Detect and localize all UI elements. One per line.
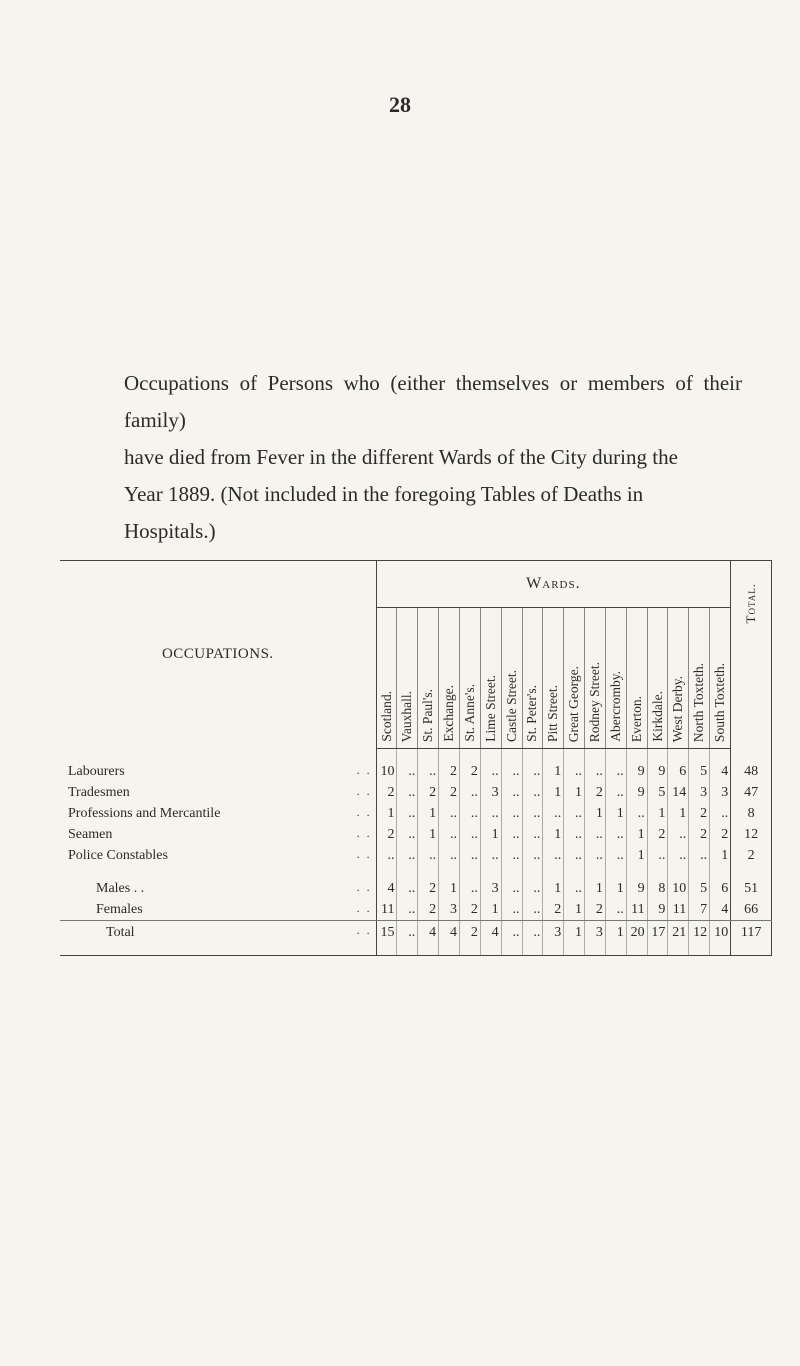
spacer-cell bbox=[376, 866, 397, 878]
spacer-cell bbox=[397, 866, 418, 878]
ward-cell: 1 bbox=[480, 899, 501, 921]
ward-cell: 3 bbox=[710, 782, 731, 803]
ward-cell: 11 bbox=[626, 899, 647, 921]
ward-name: Exchange. bbox=[441, 685, 457, 742]
ward-cell: .. bbox=[397, 899, 418, 921]
ward-cell: 4 bbox=[710, 761, 731, 782]
ward-cell: 1 bbox=[668, 803, 689, 824]
ward-cell: 1 bbox=[626, 845, 647, 866]
leader-dots: . . bbox=[356, 763, 372, 777]
ward-cell: 1 bbox=[543, 782, 564, 803]
spacer-cell bbox=[626, 749, 647, 762]
page-number: 28 bbox=[389, 92, 411, 117]
ward-cell: .. bbox=[376, 845, 397, 866]
ward-cell: 11 bbox=[668, 899, 689, 921]
ward-name: St. Paul's. bbox=[420, 688, 436, 742]
ward-cell: 10 bbox=[376, 761, 397, 782]
row-label-text: Labourers bbox=[68, 764, 129, 779]
ward-cell: 1 bbox=[418, 824, 439, 845]
ward-cell: 3 bbox=[689, 782, 710, 803]
spacer-cell bbox=[501, 866, 522, 878]
spacer-cell bbox=[522, 866, 543, 878]
spacer-row bbox=[60, 866, 772, 878]
spacer-cell bbox=[585, 749, 606, 762]
ward-cell: .. bbox=[647, 845, 668, 866]
ward-cell: .. bbox=[522, 824, 543, 845]
ward-cell: 4 bbox=[480, 921, 501, 956]
spacer-row bbox=[60, 749, 772, 762]
ward-cell: .. bbox=[564, 845, 585, 866]
ward-cell: .. bbox=[626, 803, 647, 824]
spacer-cell bbox=[418, 866, 439, 878]
spacer-cell bbox=[668, 749, 689, 762]
ward-cell: .. bbox=[459, 824, 480, 845]
ward-cell: .. bbox=[543, 845, 564, 866]
ward-name: Kirkdale. bbox=[649, 691, 665, 742]
ward-cell: .. bbox=[501, 878, 522, 899]
ward-cell: .. bbox=[585, 824, 606, 845]
row-label bbox=[60, 845, 376, 866]
ward-cell: .. bbox=[397, 921, 418, 956]
spacer-cell bbox=[689, 866, 710, 878]
ward-cell: 4 bbox=[376, 878, 397, 899]
ward-cell: 1 bbox=[543, 878, 564, 899]
ward-cell: .. bbox=[585, 845, 606, 866]
ward-cell: .. bbox=[480, 761, 501, 782]
ward-cell: 5 bbox=[689, 878, 710, 899]
spacer-cell bbox=[418, 749, 439, 762]
ward-cell: 2 bbox=[459, 899, 480, 921]
total-header bbox=[731, 561, 772, 749]
spacer-cell bbox=[647, 866, 668, 878]
row-total: 117 bbox=[731, 921, 772, 956]
ward-cell: 9 bbox=[626, 878, 647, 899]
ward-cell: .. bbox=[501, 845, 522, 866]
ward-header bbox=[501, 608, 522, 749]
ward-cell: .. bbox=[522, 899, 543, 921]
ward-cell: 1 bbox=[626, 824, 647, 845]
ward-cell: .. bbox=[459, 803, 480, 824]
ward-cell: 1 bbox=[543, 824, 564, 845]
ward-cell: 2 bbox=[689, 803, 710, 824]
spacer-cell bbox=[564, 749, 585, 762]
ward-cell: 3 bbox=[480, 782, 501, 803]
ward-cell: .. bbox=[439, 803, 460, 824]
ward-cell: 1 bbox=[605, 921, 626, 956]
row-total: 47 bbox=[731, 782, 772, 803]
ward-cell: 1 bbox=[564, 899, 585, 921]
ward-name: Lime Street. bbox=[482, 675, 498, 742]
spacer-cell bbox=[522, 749, 543, 762]
spacer-cell bbox=[439, 866, 460, 878]
ward-cell: .. bbox=[501, 782, 522, 803]
row-label bbox=[60, 824, 376, 845]
ward-cell: .. bbox=[397, 782, 418, 803]
ward-cell: .. bbox=[480, 845, 501, 866]
leader-dots: . . bbox=[356, 847, 372, 861]
ward-header bbox=[418, 608, 439, 749]
spacer-cell bbox=[439, 749, 460, 762]
occupation-row bbox=[60, 845, 772, 866]
leader-dots: . . bbox=[356, 784, 372, 798]
ward-cell: 20 bbox=[626, 921, 647, 956]
ward-cell: .. bbox=[605, 899, 626, 921]
ward-cell: 21 bbox=[668, 921, 689, 956]
occupation-row bbox=[60, 761, 772, 782]
ward-cell: .. bbox=[397, 824, 418, 845]
occupation-row bbox=[60, 803, 772, 824]
ward-cell: 2 bbox=[418, 878, 439, 899]
ward-cell: .. bbox=[459, 878, 480, 899]
spacer-cell bbox=[501, 749, 522, 762]
ward-cell: .. bbox=[397, 761, 418, 782]
ward-cell: .. bbox=[439, 845, 460, 866]
row-label-text: Police Constables bbox=[68, 848, 172, 863]
ward-cell: 17 bbox=[647, 921, 668, 956]
ward-header bbox=[668, 608, 689, 749]
ward-cell: .. bbox=[605, 761, 626, 782]
ward-cell: 2 bbox=[459, 761, 480, 782]
ward-cell: 9 bbox=[647, 761, 668, 782]
total-header-label: Total. bbox=[743, 583, 759, 624]
ward-cell: 1 bbox=[585, 803, 606, 824]
ward-cell: .. bbox=[501, 803, 522, 824]
ward-cell: 5 bbox=[647, 782, 668, 803]
ward-cell: 1 bbox=[439, 878, 460, 899]
row-label-text: Females bbox=[96, 902, 147, 917]
ward-cell: 1 bbox=[543, 761, 564, 782]
spacer-cell bbox=[480, 866, 501, 878]
ward-cell: .. bbox=[564, 824, 585, 845]
ward-name: Pitt Street. bbox=[545, 685, 561, 742]
heading-line: have died from Fever in the different Wards of the City during the bbox=[124, 445, 678, 469]
leader-dots: . . bbox=[356, 826, 372, 840]
row-label-text: Professions and Mercantile bbox=[68, 806, 224, 821]
spacer-cell bbox=[605, 866, 626, 878]
row-total: 66 bbox=[731, 899, 772, 921]
ward-cell: 9 bbox=[647, 899, 668, 921]
occupation-row bbox=[60, 782, 772, 803]
spacer-cell bbox=[60, 866, 376, 878]
ward-name: West Derby. bbox=[670, 675, 686, 742]
leader-dots: . . bbox=[356, 805, 372, 819]
ward-header bbox=[522, 608, 543, 749]
spacer-cell bbox=[710, 866, 731, 878]
row-label bbox=[60, 782, 376, 803]
ward-cell: 2 bbox=[459, 921, 480, 956]
spacer-cell bbox=[605, 749, 626, 762]
row-total: 51 bbox=[731, 878, 772, 899]
ward-cell: .. bbox=[710, 803, 731, 824]
heading-line: Occupations of Persons who (either themselves or members of their family) bbox=[124, 371, 742, 432]
ward-header bbox=[710, 608, 731, 749]
ward-cell: .. bbox=[543, 803, 564, 824]
leader-dots: . . bbox=[356, 880, 372, 894]
ward-cell: 2 bbox=[585, 899, 606, 921]
ward-cell: .. bbox=[522, 761, 543, 782]
ward-cell: 2 bbox=[647, 824, 668, 845]
spacer-cell bbox=[585, 866, 606, 878]
ward-cell: .. bbox=[564, 761, 585, 782]
ward-cell: 1 bbox=[647, 803, 668, 824]
ward-cell: .. bbox=[585, 761, 606, 782]
row-total: 2 bbox=[731, 845, 772, 866]
heading-line: Hospitals.) bbox=[124, 519, 216, 543]
ward-header bbox=[376, 608, 397, 749]
ward-name: Rodney Street. bbox=[586, 661, 602, 742]
ward-cell: 4 bbox=[418, 921, 439, 956]
ward-cell: 8 bbox=[647, 878, 668, 899]
leader-dots: . . bbox=[356, 901, 372, 915]
ward-cell: .. bbox=[689, 845, 710, 866]
leader-dots: . . bbox=[356, 923, 372, 937]
ward-cell: 15 bbox=[376, 921, 397, 956]
ward-cell: .. bbox=[522, 845, 543, 866]
ward-cell: .. bbox=[418, 761, 439, 782]
ward-header bbox=[585, 608, 606, 749]
ward-cell: .. bbox=[668, 824, 689, 845]
ward-cell: 11 bbox=[376, 899, 397, 921]
occupations-header: OCCUPATIONS. bbox=[60, 561, 376, 749]
table-heading bbox=[82, 365, 742, 550]
ward-header bbox=[397, 608, 418, 749]
ward-cell: 1 bbox=[418, 803, 439, 824]
ward-cell: 7 bbox=[689, 899, 710, 921]
ward-cell: 1 bbox=[605, 878, 626, 899]
row-label-text: Tradesmen bbox=[68, 785, 134, 800]
ward-cell: .. bbox=[397, 803, 418, 824]
ward-cell: 2 bbox=[418, 899, 439, 921]
spacer-cell bbox=[731, 749, 772, 762]
ward-cell: .. bbox=[459, 782, 480, 803]
ward-cell: .. bbox=[564, 803, 585, 824]
ward-cell: 1 bbox=[564, 921, 585, 956]
ward-cell: .. bbox=[522, 782, 543, 803]
ward-cell: 1 bbox=[376, 803, 397, 824]
ward-cell: 3 bbox=[543, 921, 564, 956]
wards-header: Wards. bbox=[376, 561, 731, 608]
row-label bbox=[60, 921, 376, 956]
spacer-cell bbox=[731, 866, 772, 878]
ward-cell: .. bbox=[418, 845, 439, 866]
ward-header bbox=[626, 608, 647, 749]
ward-cell: 2 bbox=[376, 824, 397, 845]
ward-cell: 2 bbox=[439, 782, 460, 803]
spacer-cell bbox=[397, 749, 418, 762]
sex-row bbox=[60, 899, 772, 921]
ward-name: Everton. bbox=[628, 695, 644, 742]
ward-cell: 5 bbox=[689, 761, 710, 782]
spacer-cell bbox=[647, 749, 668, 762]
ward-cell: 1 bbox=[480, 824, 501, 845]
ward-name: St. Anne's. bbox=[461, 684, 477, 742]
ward-cell: 12 bbox=[689, 921, 710, 956]
ward-cell: 3 bbox=[585, 921, 606, 956]
spacer-cell bbox=[710, 749, 731, 762]
row-label-text: Males . . bbox=[96, 881, 148, 896]
ward-cell: 1 bbox=[605, 803, 626, 824]
ward-cell: .. bbox=[668, 845, 689, 866]
ward-cell: 1 bbox=[585, 878, 606, 899]
ward-name: Abercromby. bbox=[607, 671, 623, 742]
ward-name: Scotland. bbox=[378, 691, 394, 742]
ward-cell: .. bbox=[501, 761, 522, 782]
ward-cell: 10 bbox=[668, 878, 689, 899]
ward-cell: 1 bbox=[564, 782, 585, 803]
heading-line: Year 1889. (Not included in the foregoing Tables of Deaths in bbox=[124, 482, 644, 506]
ward-cell: .. bbox=[397, 878, 418, 899]
ward-cell: 10 bbox=[710, 921, 731, 956]
total-row bbox=[60, 921, 772, 956]
ward-cell: .. bbox=[564, 878, 585, 899]
ward-cell: .. bbox=[605, 782, 626, 803]
spacer-cell bbox=[564, 866, 585, 878]
ward-cell: .. bbox=[480, 803, 501, 824]
ward-header bbox=[543, 608, 564, 749]
ward-cell: 2 bbox=[439, 761, 460, 782]
ward-cell: .. bbox=[522, 921, 543, 956]
ward-name: Great George. bbox=[566, 665, 582, 742]
spacer-cell bbox=[459, 866, 480, 878]
ward-cell: 6 bbox=[668, 761, 689, 782]
spacer-cell bbox=[543, 749, 564, 762]
spacer-cell bbox=[689, 749, 710, 762]
ward-cell: .. bbox=[397, 845, 418, 866]
ward-header bbox=[564, 608, 585, 749]
ward-name: North Toxteth. bbox=[691, 662, 707, 742]
fever-occupations-table bbox=[60, 560, 772, 956]
row-total: 12 bbox=[731, 824, 772, 845]
ward-cell: 3 bbox=[480, 878, 501, 899]
ward-cell: .. bbox=[459, 845, 480, 866]
row-label bbox=[60, 878, 376, 899]
ward-cell: 1 bbox=[710, 845, 731, 866]
sex-row bbox=[60, 878, 772, 899]
row-label bbox=[60, 899, 376, 921]
spacer-cell bbox=[626, 866, 647, 878]
row-total: 8 bbox=[731, 803, 772, 824]
ward-header bbox=[439, 608, 460, 749]
row-label-text: Seamen bbox=[68, 827, 116, 842]
row-label bbox=[60, 803, 376, 824]
ward-header bbox=[480, 608, 501, 749]
ward-name: Castle Street. bbox=[503, 670, 519, 742]
ward-cell: .. bbox=[522, 878, 543, 899]
ward-name: South Toxteth. bbox=[712, 662, 728, 742]
ward-cell: 9 bbox=[626, 782, 647, 803]
ward-name: Vauxhall. bbox=[399, 690, 415, 742]
ward-cell: 2 bbox=[543, 899, 564, 921]
ward-cell: 2 bbox=[585, 782, 606, 803]
ward-cell: .. bbox=[522, 803, 543, 824]
spacer-cell bbox=[480, 749, 501, 762]
spacer-cell bbox=[459, 749, 480, 762]
ward-cell: 4 bbox=[710, 899, 731, 921]
ward-cell: .. bbox=[605, 824, 626, 845]
row-label bbox=[60, 761, 376, 782]
occupation-row bbox=[60, 824, 772, 845]
spacer-cell bbox=[60, 749, 376, 762]
ward-cell: 2 bbox=[689, 824, 710, 845]
row-label-text: Total bbox=[106, 925, 139, 940]
ward-cell: .. bbox=[501, 899, 522, 921]
ward-cell: .. bbox=[605, 845, 626, 866]
ward-cell: 2 bbox=[376, 782, 397, 803]
ward-cell: 14 bbox=[668, 782, 689, 803]
spacer-cell bbox=[668, 866, 689, 878]
ward-cell: 2 bbox=[710, 824, 731, 845]
ward-cell: 2 bbox=[418, 782, 439, 803]
ward-header bbox=[605, 608, 626, 749]
ward-header bbox=[689, 608, 710, 749]
ward-cell: .. bbox=[439, 824, 460, 845]
ward-cell: 9 bbox=[626, 761, 647, 782]
ward-header bbox=[647, 608, 668, 749]
ward-name: St. Peter's. bbox=[524, 685, 540, 742]
ward-cell: 4 bbox=[439, 921, 460, 956]
spacer-cell bbox=[376, 749, 397, 762]
ward-cell: .. bbox=[501, 921, 522, 956]
ward-cell: 6 bbox=[710, 878, 731, 899]
ward-cell: .. bbox=[501, 824, 522, 845]
row-total: 48 bbox=[731, 761, 772, 782]
ward-header bbox=[459, 608, 480, 749]
spacer-cell bbox=[543, 866, 564, 878]
ward-cell: 3 bbox=[439, 899, 460, 921]
